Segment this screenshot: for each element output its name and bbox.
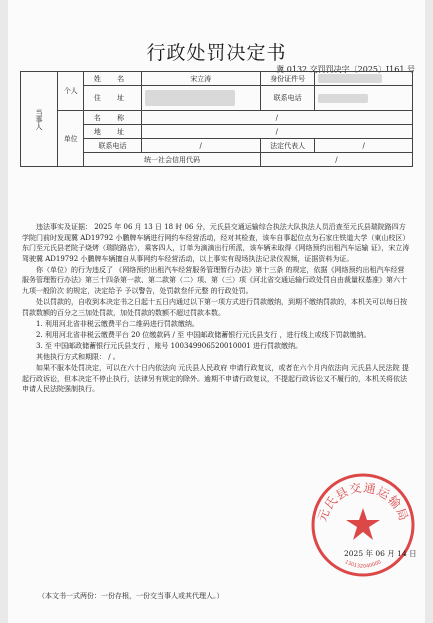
unit-name-label: 名 称 bbox=[84, 111, 141, 125]
decision-date: 2025 年 06 月 14 日 bbox=[344, 549, 417, 558]
unit-phone-value: / bbox=[141, 139, 260, 153]
payment-terms-paragraph: 处以罚款的，自收到本决定书之日起十五日内通过以下第一项方式进行罚款缴纳，到期不缴纳罚款的，本机关可以每日按罚款数额的百分之三加处罚款，加处罚款的数额不超过罚款本数。 bbox=[22, 298, 407, 317]
address-value bbox=[141, 86, 260, 111]
document-number: 冀 0132 交罚罚决字〔2025〕I161 号 bbox=[276, 65, 415, 74]
document-title: 行政处罚决定书 bbox=[146, 42, 287, 64]
appeal-rights-paragraph: 如果不服本处罚决定，可以在六十日内依法向 元氏县人民政府 申请行政复议，或者在六个月内依法向 元氏县人民法院 提起行政诉讼，但本决定不停止执行，法律另有规定的除外。逾期不申请行政复议，不提起行政诉讼又不履行的，本机关将依法申请人民法院强制执行。 bbox=[22, 364, 409, 394]
phone-label: 联系电话 bbox=[260, 86, 315, 111]
svg-text:130132040000: 130132040000 bbox=[343, 559, 383, 570]
unit-name-value: / bbox=[141, 111, 412, 125]
redacted-block bbox=[318, 94, 368, 103]
unit-phone-label: 联系电话 bbox=[84, 139, 141, 153]
document-page bbox=[8, 0, 425, 623]
redacted-block bbox=[145, 90, 235, 106]
payment-method-2: 2. 利用河北省非税云缴费平台 20 位缴款码 / 至 中国邮政储蓄银行元氏县支行 ，进行线上或线下罚款缴纳。 bbox=[36, 330, 371, 339]
phone-value bbox=[315, 86, 413, 111]
name-label: 姓 名 bbox=[84, 72, 141, 86]
other-execution-paragraph: 其他执行方式和期限： / 。 bbox=[36, 353, 120, 362]
name-value: 宋立涛 bbox=[141, 72, 260, 86]
party-label: 当事人 bbox=[21, 72, 58, 167]
decision-body bbox=[22, 222, 410, 396]
credit-code-value: / bbox=[260, 153, 412, 167]
official-seal bbox=[308, 470, 418, 580]
legal-basis-paragraph: 你（单位）的行为违反了 《网络预约出租汽车经营服务管理暂行办法》第十三条 的规定，依据《网络预约出租汽车经营服务管理暂行办法》第三十四条第一款、第二款第（二）项、第（三）项《河北省交通运输行政处罚自由裁量权基准》第六十九项一般阶次 的规定，决定给予 予以警告，处罚款叁仟元整 的行政处罚。 bbox=[22, 265, 407, 296]
id-label: 身份证件号 bbox=[260, 72, 315, 86]
violation-facts-paragraph: 违法事实及证据： 2025 年 06 月 13 日 18 时 06 分，元氏县交通运输综合执法大队执法人员沿查至元氏县瑞院路四方学院门前时发现冀 AD19792 小鹏牌车辆进行网约车经营活动，经对其检查，该车自事起位点为石家庄铁道大学（東山校区）东门至元氏县老院子烧烤（瑞院路店），乘客四人，订单为滴滴出行所派，该车辆未取得《网络预约出租汽车运输 证》，宋立涛驾驶冀 AD19792 小鹏牌车辆擅自从事网约车经营活动，以上事实有现场执法记录仪视频，证据资料为证。 bbox=[22, 223, 410, 263]
individual-label: 个人 bbox=[58, 72, 84, 111]
copies-note: （本文书一式两份：一份存根，一份交当事人或其代理人。） bbox=[38, 592, 224, 600]
unit-label: 单位 bbox=[58, 111, 84, 167]
payment-method-1: 1. 利用河北省非税云缴费平台二维码进行罚款缴纳。 bbox=[36, 319, 199, 328]
party-info-table bbox=[20, 71, 413, 167]
legal-rep-label: 法定代表人 bbox=[260, 139, 315, 153]
legal-rep-value: / bbox=[315, 139, 413, 153]
id-value bbox=[315, 72, 413, 86]
credit-code-label: 统一社会信用代码 bbox=[84, 153, 260, 167]
svg-text:元氏县交通运输局: 元氏县交通运输局 bbox=[314, 480, 412, 524]
unit-address-value: / bbox=[141, 125, 412, 139]
unit-address-label: 地 址 bbox=[84, 125, 141, 139]
address-label: 住 址 bbox=[84, 86, 141, 111]
payment-method-3: 3. 至 中国邮政储蓄银行元氏县支行 ，账号 100349906520010001 进行罚款缴纳。 bbox=[36, 342, 302, 351]
redacted-block bbox=[318, 74, 382, 83]
